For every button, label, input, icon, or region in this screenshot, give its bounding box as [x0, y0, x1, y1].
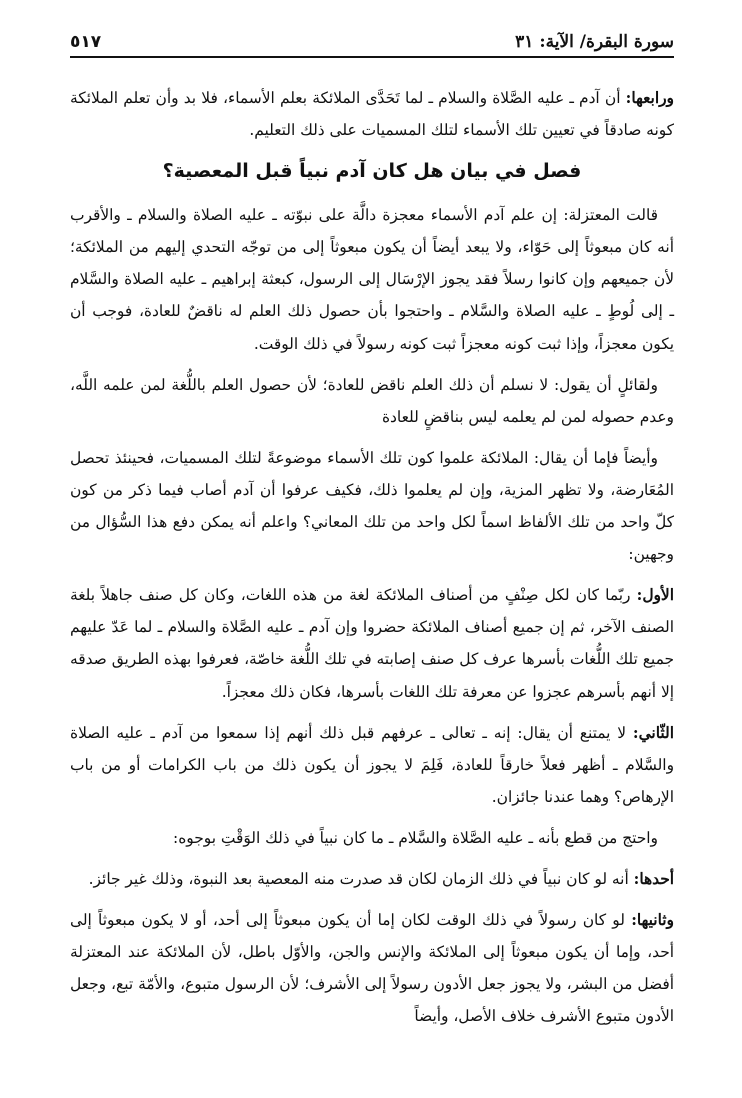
paragraph-text: لو كان رسولاً في ذلك الوقت لكان إما أن يكون مبعوثاً إلى أحد، أو لا يكون مبعوثاً إلى أحد، وإما أن يكون مبعوثاً إلى الملائكة والإنس والجن، والأوّل باطل، لأن الملائكة عند المعتزلة أفضل من البشر، ولا يجوز جعل الأدون رسولاً إلى الأشرف؛ لأن الرسول متبوع، والأمّة تبع، وجعل الأدون متبوع الأشرف خلاف الأصل، وأيضاً	[70, 911, 674, 1026]
paragraph	[70, 199, 674, 359]
paragraph	[70, 579, 674, 707]
paragraph-lead: ورابعها:	[625, 89, 674, 107]
paragraph-text: قالت المعتزلة: إن علم آدم الأسماء معجزة دالَّة على نبوّته ـ عليه الصلاة والسلام ـ والأقرب أنه كان مبعوثاً إلى حَوّاء، ولا يبعد أيضاً أن يكون مبعوثاً إلى من توجّه التحدي إليهم من الملائكة؛ لأن جميعهم وإن كانوا رسلاً فقد يجوز الإرْسَال إلى الرسول، كبعثة إبراهيم ـ عليه الصلاة والسَّلام ـ إلى لُوطٍ ـ عليه الصلاة والسَّلام ـ واحتجوا بأن حصول ذلك العلم له ناقضٌ للعادة، فوجب أن يكون معجزاً، وإذا ثبت كونه معجزاً ثبت كونه رسولاً في ذلك الوقت.	[70, 206, 674, 353]
paragraph-text: أن آدم ـ عليه الصَّلاة والسلام ـ لما تَحَدَّى الملائكة بعلم الأسماء، فلا بد وأن تعلم الملائكة كونه صادقاً في تعيين تلك الأسماء لتلك المسميات على ذلك التعليم.	[70, 89, 674, 140]
paragraph	[70, 822, 674, 854]
paragraph	[70, 442, 674, 570]
paragraph-lead: الأول:	[636, 586, 674, 605]
paragraph-lead: أحدها:	[633, 869, 674, 888]
paragraph-lead: الثّاني:	[632, 723, 674, 742]
paragraph-text: ولقائلٍ أن يقول: لا نسلم أن ذلك العلم ناقض للعادة؛ لأن حصول العلم باللُّغة لمن علمه اللَّه، وعدم حصوله لمن لم يعلمه ليس بناقضٍ للعادة	[70, 375, 674, 426]
paragraph	[70, 82, 674, 146]
running-title: سورة البقرة/ الآية: ٣١	[515, 32, 674, 52]
paragraph	[70, 904, 674, 1032]
paragraph	[70, 863, 674, 895]
paragraph-text: ربّما كان لكل صِنْفٍ من أصناف الملائكة لغة من هذه اللغات، وكان كل صنف جاهلاً بلغة الصنف الآخر، ثم إن جميع أصناف الملائكة حضروا وإن آدم ـ عليه الصَّلاة والسلام ـ لما عَدّ عليهم جميع تلك اللُّغات بأسرها عرف كل صنف إصابته في تلك اللُّغة خاصّة، فعرفوا بهذه الطريق صدقه إلا أنهم بأسرهم عجزوا عن معرفة تلك اللغات بأسرها، فكان ذلك معجزاً.	[70, 586, 674, 701]
paragraph-text: لا يمتنع أن يقال: إنه ـ تعالى ـ عرفهم قبل ذلك أنهم إذا سمعوا من آدم ـ عليه الصلاة والسَّلام ـ أظهر فعلاً خارقاً للعادة، فَلِمَ لا يجوز أن يكون ذلك من باب الكرامات أو من باب الإرهاص؟ وهما عندنا جائزان.	[70, 723, 674, 806]
section-heading: فصل في بيان هل كان آدم نبياً قبل المعصية؟	[162, 160, 582, 183]
page-number: ٥١٧	[70, 32, 102, 52]
paragraph-text: أنه لو كان نبياً في ذلك الزمان لكان قد صدرت منه المعصية بعد النبوة، وذلك غير جائز.	[88, 869, 634, 888]
paragraph-text: واحتج من قطع بأنه ـ عليه الصَّلاة والسَّلام ـ ما كان نبياً في ذلك الوَقْتِ بوجوه:	[173, 828, 658, 847]
paragraph-lead: وثانيها:	[631, 911, 674, 930]
paragraph-text: وأيضاً فإما أن يقال: الملائكة علموا كون تلك الأسماء موضوعةً لتلك المسميات، فحينئذ تحصل المُعَارضة، ولا تظهر المزية، وإن لم يعلموا ذلك، فكيف عرفوا أن آدم أصاب فيما ذكر من كون كلّ واحد من تلك الألفاظ اسماً لكل واحد من تلك المعاني؟ واعلم أنه يمكن دفع هذا السُّؤال من وجهين:	[70, 448, 674, 564]
paragraph	[70, 369, 674, 433]
page-body	[70, 82, 674, 1078]
page-header	[70, 30, 674, 58]
paragraph	[70, 717, 674, 813]
